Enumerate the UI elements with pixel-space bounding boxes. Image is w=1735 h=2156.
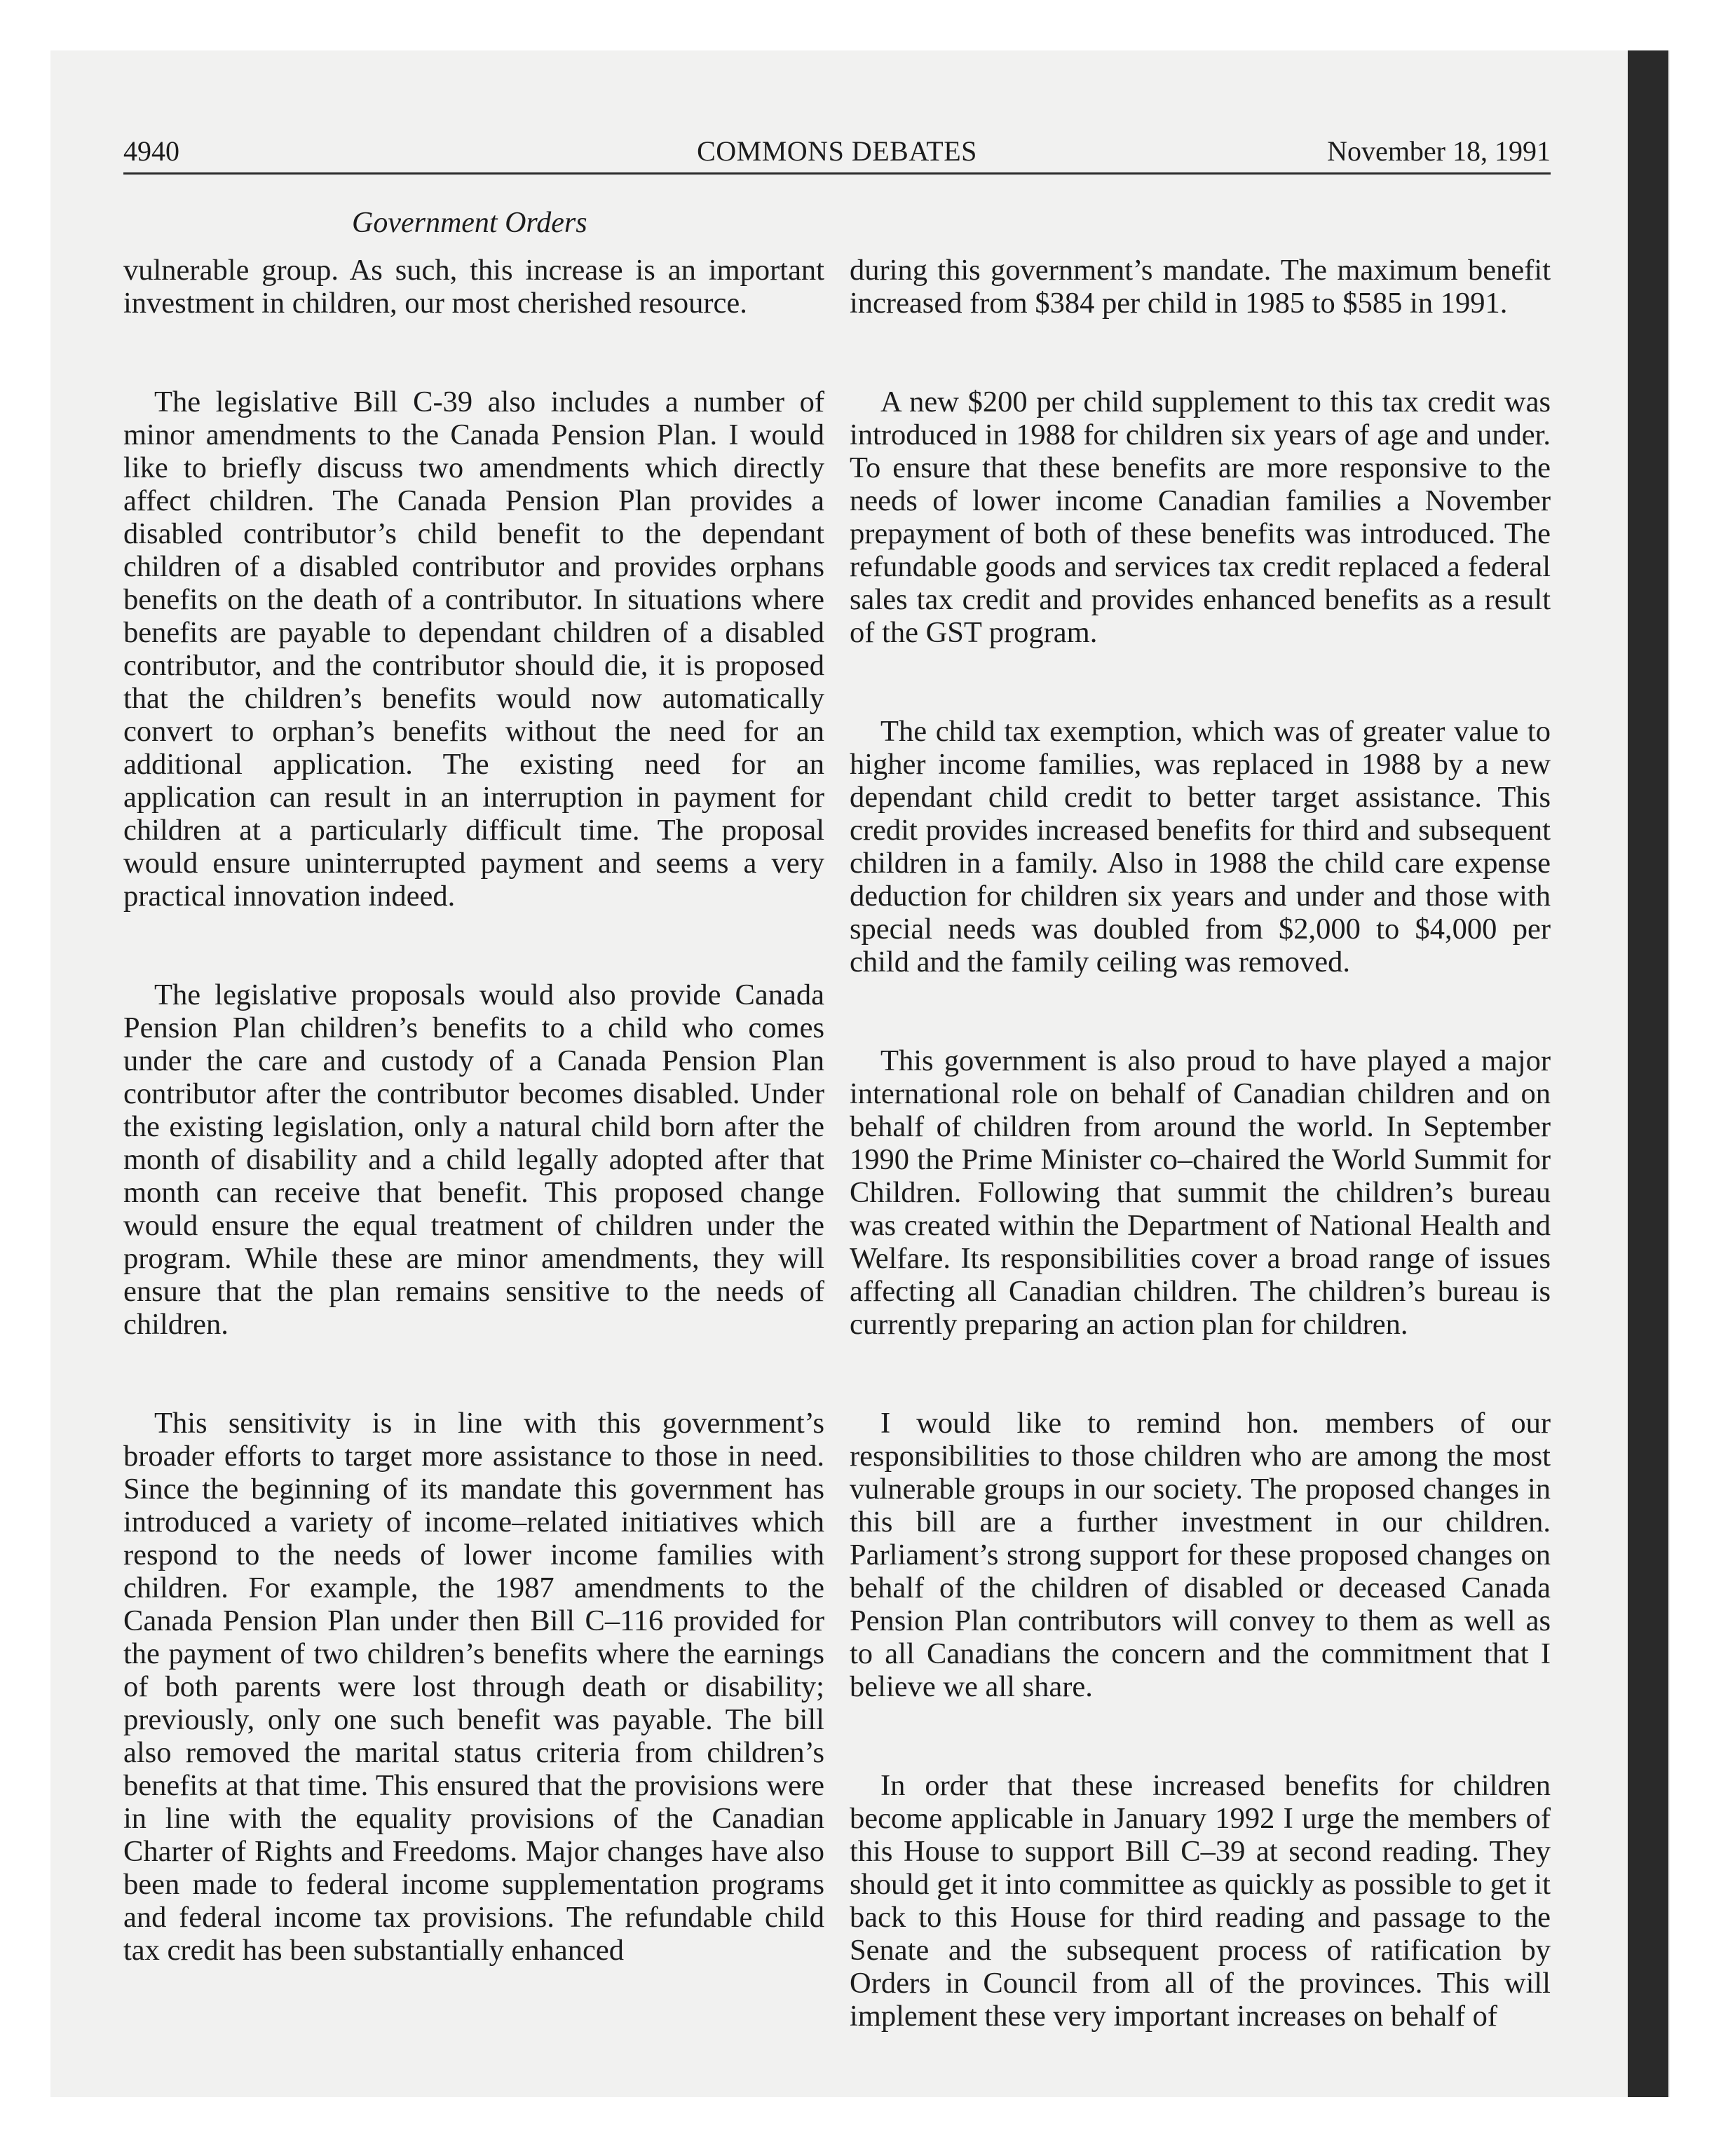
- header-rule: [123, 172, 1551, 175]
- paragraph: A new $200 per child supplement to this tax credit was introduced in 1988 for children six years of age and under. To ensure that these benefits are more responsive to the needs of lower income Canadian families a November prepayment of both of these benefits was introduced. The refundable goods and services tax credit replaced a federal sales tax credit and provides enhanced benefits as a result of the GST program.: [850, 386, 1551, 649]
- left-column: [123, 254, 824, 2033]
- paragraph: The child tax exemption, which was of greater value to higher income families, was replaced in 1988 by a new dependant child credit to better target assistance. This credit provides increased benefits for third and subsequent children in a family. Also in 1988 the child care expense deduction for children six years and under and those with special needs was doubled from $2,000 to $4,000 per child and the family ceiling was removed.: [850, 715, 1551, 978]
- paragraph: This government is also proud to have played a major international role on behalf of Canadian children and on behalf of children from around the world. In September 1990 the Prime Minister co–chaired the World Summit for Children. Following that summit the children’s bureau was created within the Department of National Health and Welfare. Its responsibilities cover a broad range of issues affecting all Canadian children. The children’s bureau is currently preparing an action plan for children.: [850, 1044, 1551, 1341]
- publication-title: COMMONS DEBATES: [697, 135, 977, 167]
- paragraph: during this government’s mandate. The maximum benefit increased from $384 per child in 1985 to $585 in 1991.: [850, 254, 1551, 320]
- paragraph: I would like to remind hon. members of our responsibilities to those children who are among the most vulnerable groups in our society. The proposed changes in this bill are a further investment in our children. Parliament’s strong support for these proposed changes on behalf of the children of disabled or deceased Canada Pension Plan contributors will convey to them as well as to all Canadians the concern and the commitment that I believe we all share.: [850, 1407, 1551, 1703]
- document-page: [123, 126, 1551, 2089]
- page-number: 4940: [123, 135, 179, 167]
- scan-edge-shadow: [1628, 50, 1668, 2097]
- paragraph: The legislative proposals would also provide Canada Pension Plan children’s benefits to a child who comes under the care and custody of a Canada Pension Plan contributor after the contributor becomes disabled. Under the existing legislation, only a natural child born after the month of disability and a child legally adopted after that month can receive that benefit. This proposed change would ensure the equal treatment of children under the program. While these are minor amendments, they will ensure that the plan remains sensitive to the needs of children.: [123, 978, 824, 1341]
- paragraph: In order that these increased benefits for children become applicable in January 1992 I urge the members of this House to support Bill C–39 at second reading. They should get it into committee as quickly as possible to get it back to this House for third reading and passage to the Senate and the subsequent process of ratification by Orders in Council from all of the provinces. This will implement these very important increases on behalf of: [850, 1769, 1551, 2033]
- header-date: November 18, 1991: [1327, 135, 1551, 167]
- right-column: [850, 254, 1551, 2099]
- section-title: Government Orders: [352, 207, 587, 239]
- running-header: [123, 126, 1551, 175]
- paragraph: This sensitivity is in line with this government’s broader efforts to target more assistance to those in need. Since the beginning of its mandate this government has introduced a variety of income–related initiatives which respond to the needs of lower income families with children. For example, the 1987 amendments to the Canada Pension Plan under then Bill C–116 provided for the payment of two children’s benefits where the earnings of both parents were lost through death or disability; previously, only one such benefit was payable. The bill also removed the marital status criteria from children’s benefits at that time. This ensured that the provisions were in line with the equality provisions of the Canadian Charter of Rights and Freedoms. Major changes have also been made to federal income supplementation programs and federal income tax provisions. The refundable child tax credit has been substantially enhanced: [123, 1407, 824, 1967]
- paragraph: vulnerable group. As such, this increase is an important investment in children, our most cherished resource.: [123, 254, 824, 320]
- paragraph: The legislative Bill C-39 also includes a number of minor amendments to the Canada Pension Plan. I would like to briefly discuss two amendments which directly affect children. The Canada Pension Plan provides a disabled contributor’s child benefit to the dependant children of a disabled contributor and provides orphans benefits on the death of a contributor. In situations where benefits are payable to dependant children of a disabled contributor, and the contributor should die, it is proposed that the children’s benefits would now automatically convert to orphan’s benefits without the need for an additional application. The existing need for an application can result in an interruption in payment for children at a particularly difficult time. The proposal would ensure uninterrupted payment and seems a very practical innovation indeed.: [123, 386, 824, 913]
